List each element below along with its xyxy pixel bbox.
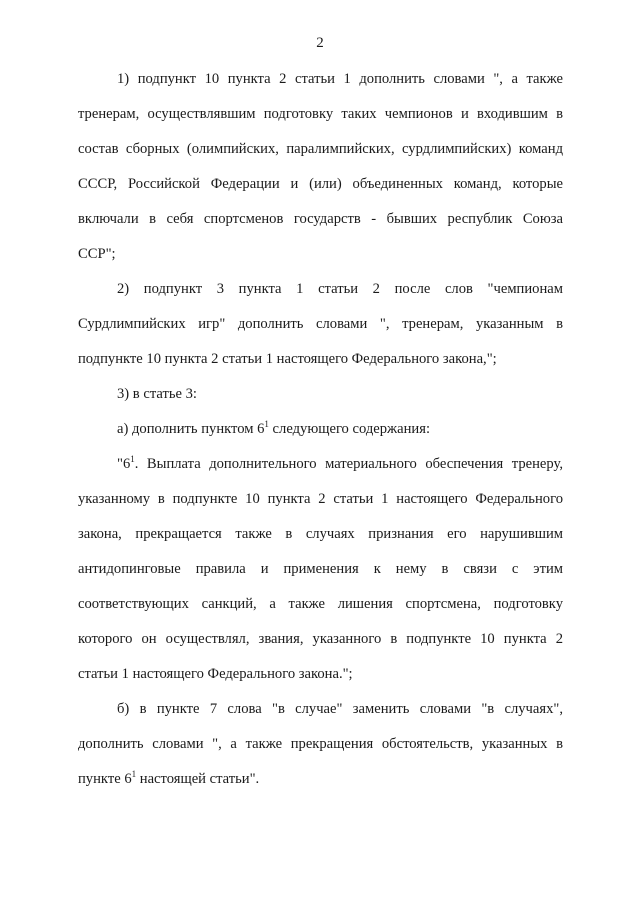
- text-segment: а) дополнить пунктом 6: [117, 421, 265, 437]
- text-line: статьи 1 настоящего Федерального закона.";: [78, 666, 353, 682]
- text-line: состав сборных (олимпийских, паралимпийских, сурдлимпийских) команд: [78, 141, 563, 157]
- text-segment: "6: [117, 456, 131, 472]
- superscript: 1: [131, 769, 137, 779]
- text-line: антидопинговые правила и применения к нему в связи с этим: [78, 561, 563, 577]
- text-line: 2) подпункт 3 пункта 1 статьи 2 после слов "чемпионам: [117, 281, 563, 297]
- text-line: подпункте 10 пункта 2 статьи 1 настоящего Федерального закона,";: [78, 351, 497, 367]
- text-line: СССР, Российской Федерации и (или) объединенных команд, которые: [78, 176, 563, 192]
- text-line: которого он осуществлял, звания, указанного в подпункте 10 пункта 2: [78, 631, 563, 647]
- text-line: [78, 770, 563, 788]
- text-line: дополнить словами ", а также прекращения обстоятельств, указанных в: [78, 736, 563, 752]
- text-line: включали в себя спортсменов государств - бывших республик Союза: [78, 211, 563, 227]
- text-line: указанному в подпункте 10 пункта 2 статьи 1 настоящего Федерального: [78, 491, 563, 507]
- text-line: Сурдлимпийских игр" дополнить словами ", тренерам, указанным в: [78, 316, 563, 332]
- text-line: [117, 455, 563, 473]
- text-segment: следующего содержания:: [268, 421, 431, 437]
- text-segment: настоящей статьи".: [136, 771, 260, 787]
- text-line: 1) подпункт 10 пункта 2 статьи 1 дополнить словами ", а также: [117, 71, 563, 87]
- text-line: б) в пункте 7 слова "в случае" заменить словами "в случаях",: [117, 701, 563, 717]
- text-line: 3) в статье 3:: [117, 386, 197, 402]
- superscript: 1: [264, 419, 269, 429]
- text-line: [117, 420, 563, 438]
- text-line: ССР";: [78, 246, 116, 262]
- superscript: 1: [130, 454, 135, 464]
- text-line: соответствующих санкций, а также лишения спортсмена, подготовку: [78, 596, 563, 612]
- text-line: тренерам, осуществлявшим подготовку таких чемпионов и входившим в: [78, 106, 563, 122]
- text-segment: пункте 6: [78, 771, 132, 787]
- page-number: 2: [316, 35, 324, 51]
- text-line: закона, прекращается также в случаях признания его нарушившим: [78, 526, 563, 542]
- text-segment: . Выплата дополнительного материального обеспечения тренеру,: [134, 456, 563, 472]
